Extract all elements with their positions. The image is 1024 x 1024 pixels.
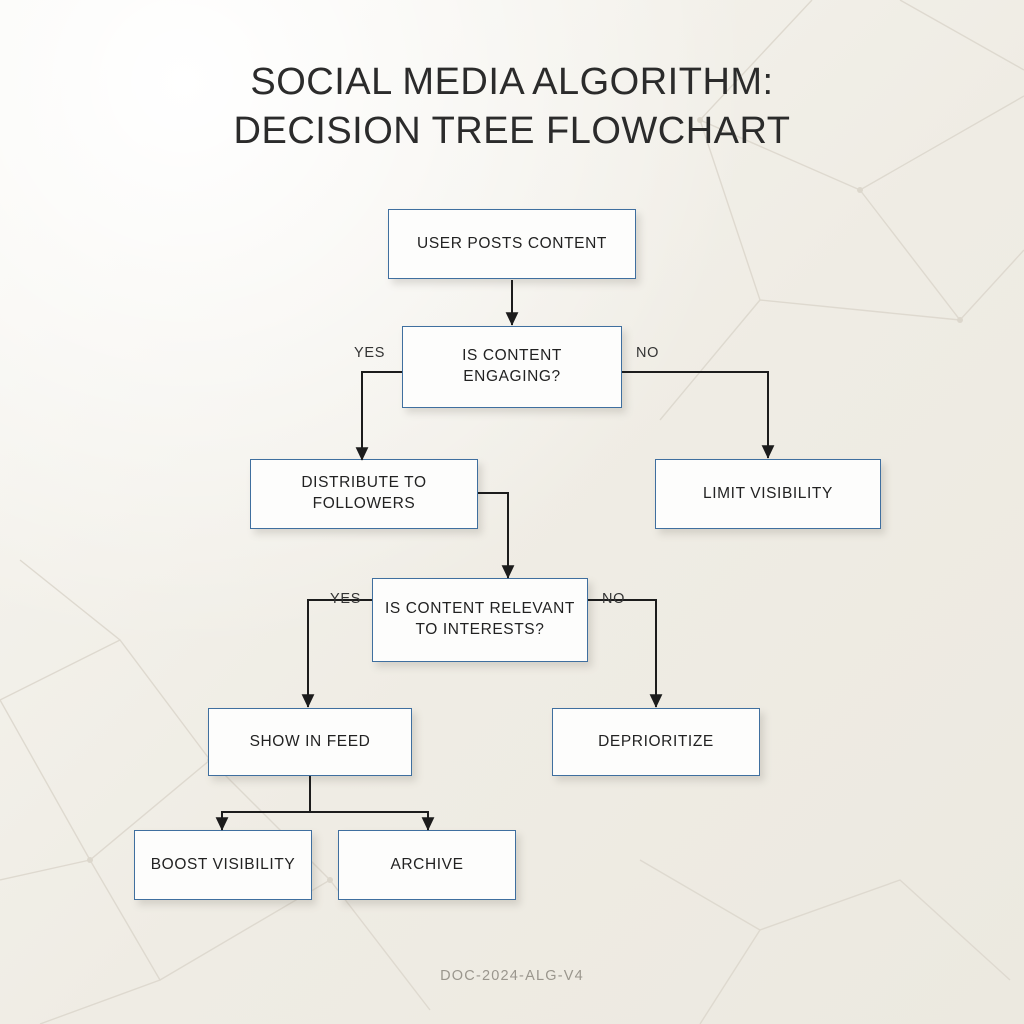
node-label: SHOW IN FEED — [249, 732, 371, 750]
edge-show-to-archive — [310, 776, 428, 830]
document-id-footer: DOC-2024-ALG-V4 — [440, 968, 584, 984]
node-label: IS CONTENT ENGAGING? — [462, 347, 562, 385]
edge-label-engaging-yes: YES — [354, 345, 386, 361]
edge-relevant-yes-to-show — [308, 600, 372, 707]
edge-label-relevant-yes: YES — [330, 591, 362, 607]
edge-label-relevant-no: NO — [602, 591, 626, 607]
node-label: ARCHIVE — [390, 855, 464, 873]
node-label: DISTRIBUTE TO FOLLOWERS — [301, 474, 427, 512]
node-label: LIMIT VISIBILITY — [703, 484, 833, 502]
edge-distribute-to-relevant — [478, 493, 508, 578]
node-label: BOOST VISIBILITY — [150, 855, 296, 873]
node-label: DEPRIORITIZE — [598, 732, 714, 750]
edge-engaging-no-to-limit — [622, 372, 768, 458]
page-title-line-2: DECISION TREE FLOWCHART — [233, 109, 791, 152]
edge-show-to-boost — [222, 776, 310, 830]
edge-label-engaging-no: NO — [636, 345, 660, 361]
page-title — [0, 58, 1024, 155]
node-label: USER POSTS CONTENT — [417, 234, 607, 252]
node-label: IS CONTENT RELEVANT TO INTERESTS? — [385, 600, 575, 638]
edge-relevant-no-to-deprioritize — [588, 600, 656, 707]
edge-engaging-yes-to-distribute — [362, 372, 402, 460]
page-title-line-1: SOCIAL MEDIA ALGORITHM: — [250, 61, 774, 103]
